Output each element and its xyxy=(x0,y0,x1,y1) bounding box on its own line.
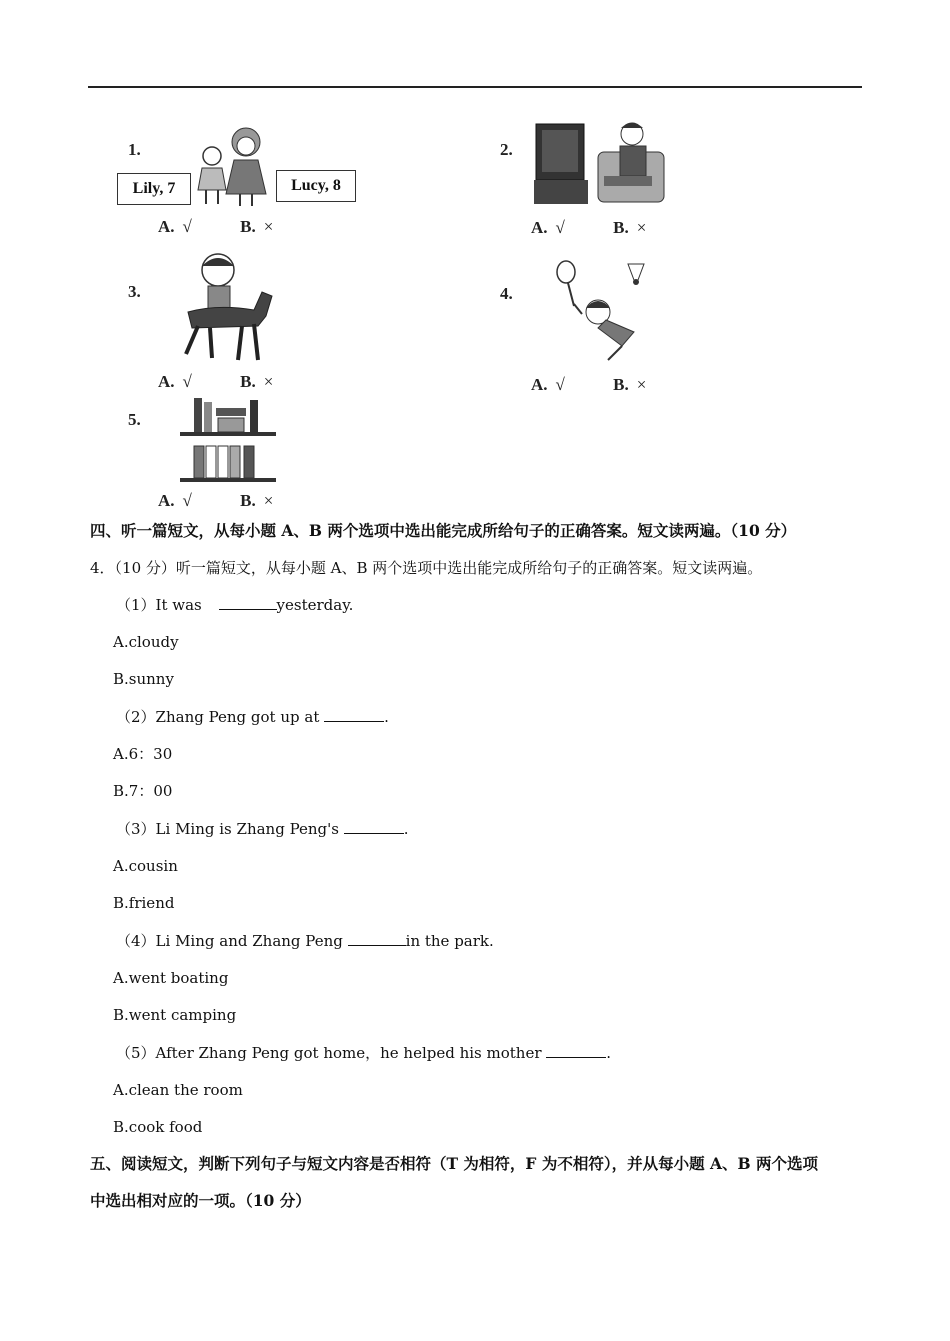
question-3-option-b: B.friend xyxy=(113,894,175,912)
picture-1-number: 1. xyxy=(128,140,141,159)
cross-mark: × xyxy=(263,217,274,236)
picture-2-options xyxy=(531,218,646,238)
answer-blank xyxy=(348,931,406,946)
cross-mark: × xyxy=(263,491,274,510)
bookshelf-illustration xyxy=(180,396,276,486)
question-2-option-b: B.7：00 xyxy=(113,782,173,800)
section-4-heading: 四、听一篇短文，从每小题 A、B 两个选项中选出能完成所给句子的正确答案。短文读两遍。（10 分） xyxy=(90,521,797,540)
option-a-label: A. xyxy=(158,491,175,510)
picture-3-number: 3. xyxy=(128,282,141,301)
check-mark: √ xyxy=(555,218,565,237)
cross-mark: × xyxy=(636,375,647,394)
section-5-heading-line-2: 中选出相对应的一项。（10 分） xyxy=(90,1191,311,1210)
option-a-label: A. xyxy=(158,217,175,236)
name-box-lucy: Lucy, 8 xyxy=(276,170,356,202)
check-mark: √ xyxy=(182,217,192,236)
picture-4-options xyxy=(531,375,646,395)
question-1-stem: （1）It was yesterday. xyxy=(116,596,354,614)
question-1-option-b: B.sunny xyxy=(113,670,174,688)
section-5-heading-line-1: 五、阅读短文，判断下列句子与短文内容是否相符（T 为相符，F 为不相符），并从每小题 A、B 两个选项 xyxy=(90,1154,819,1173)
question-4-stem: （4）Li Ming and Zhang Peng in the park. xyxy=(116,932,494,950)
boy-watching-tv-illustration xyxy=(534,116,670,208)
top-rule xyxy=(88,86,862,88)
answer-blank xyxy=(546,1043,606,1058)
option-a-label: A. xyxy=(531,218,548,237)
question-4-option-a: A.went boating xyxy=(113,969,229,987)
answer-blank xyxy=(219,595,277,610)
question-1-option-a: A.cloudy xyxy=(113,633,179,651)
check-mark: √ xyxy=(182,491,192,510)
cross-mark: × xyxy=(263,372,274,391)
picture-3-options xyxy=(158,372,273,392)
option-b-label: B. xyxy=(240,372,256,391)
name-box-lily: Lily, 7 xyxy=(117,173,191,205)
answer-blank xyxy=(324,707,384,722)
answer-blank xyxy=(344,819,404,834)
picture-4-number: 4. xyxy=(500,284,513,303)
question-2-option-a: A.6：30 xyxy=(113,745,173,763)
boy-riding-horse-illustration xyxy=(178,252,278,366)
question-2-stem: （2）Zhang Peng got up at . xyxy=(116,708,389,726)
two-girls-illustration xyxy=(192,120,276,208)
option-b-label: B. xyxy=(240,217,256,236)
option-b-label: B. xyxy=(613,375,629,394)
picture-5-number: 5. xyxy=(128,410,141,429)
cross-mark: × xyxy=(636,218,647,237)
option-a-label: A. xyxy=(158,372,175,391)
check-mark: √ xyxy=(555,375,565,394)
question-5-stem: （5）After Zhang Peng got home，he helped his mother . xyxy=(116,1044,612,1062)
picture-5-options xyxy=(158,491,273,511)
question-3-option-a: A.cousin xyxy=(113,857,178,875)
check-mark: √ xyxy=(182,372,192,391)
option-b-label: B. xyxy=(240,491,256,510)
question-5-option-a: A.clean the room xyxy=(113,1081,243,1099)
picture-2-number: 2. xyxy=(500,140,513,159)
boy-playing-badminton-illustration xyxy=(552,258,652,364)
option-a-label: A. xyxy=(531,375,548,394)
option-b-label: B. xyxy=(613,218,629,237)
question-3-stem: （3）Li Ming is Zhang Peng's . xyxy=(116,820,409,838)
question-4-intro: 4．（10 分）听一篇短文，从每小题 A、B 两个选项中选出能完成所给句子的正确答案。短文读两遍。 xyxy=(90,559,763,577)
picture-1-options xyxy=(158,217,273,237)
question-4-option-b: B.went camping xyxy=(113,1006,237,1024)
question-5-option-b: B.cook food xyxy=(113,1118,203,1136)
